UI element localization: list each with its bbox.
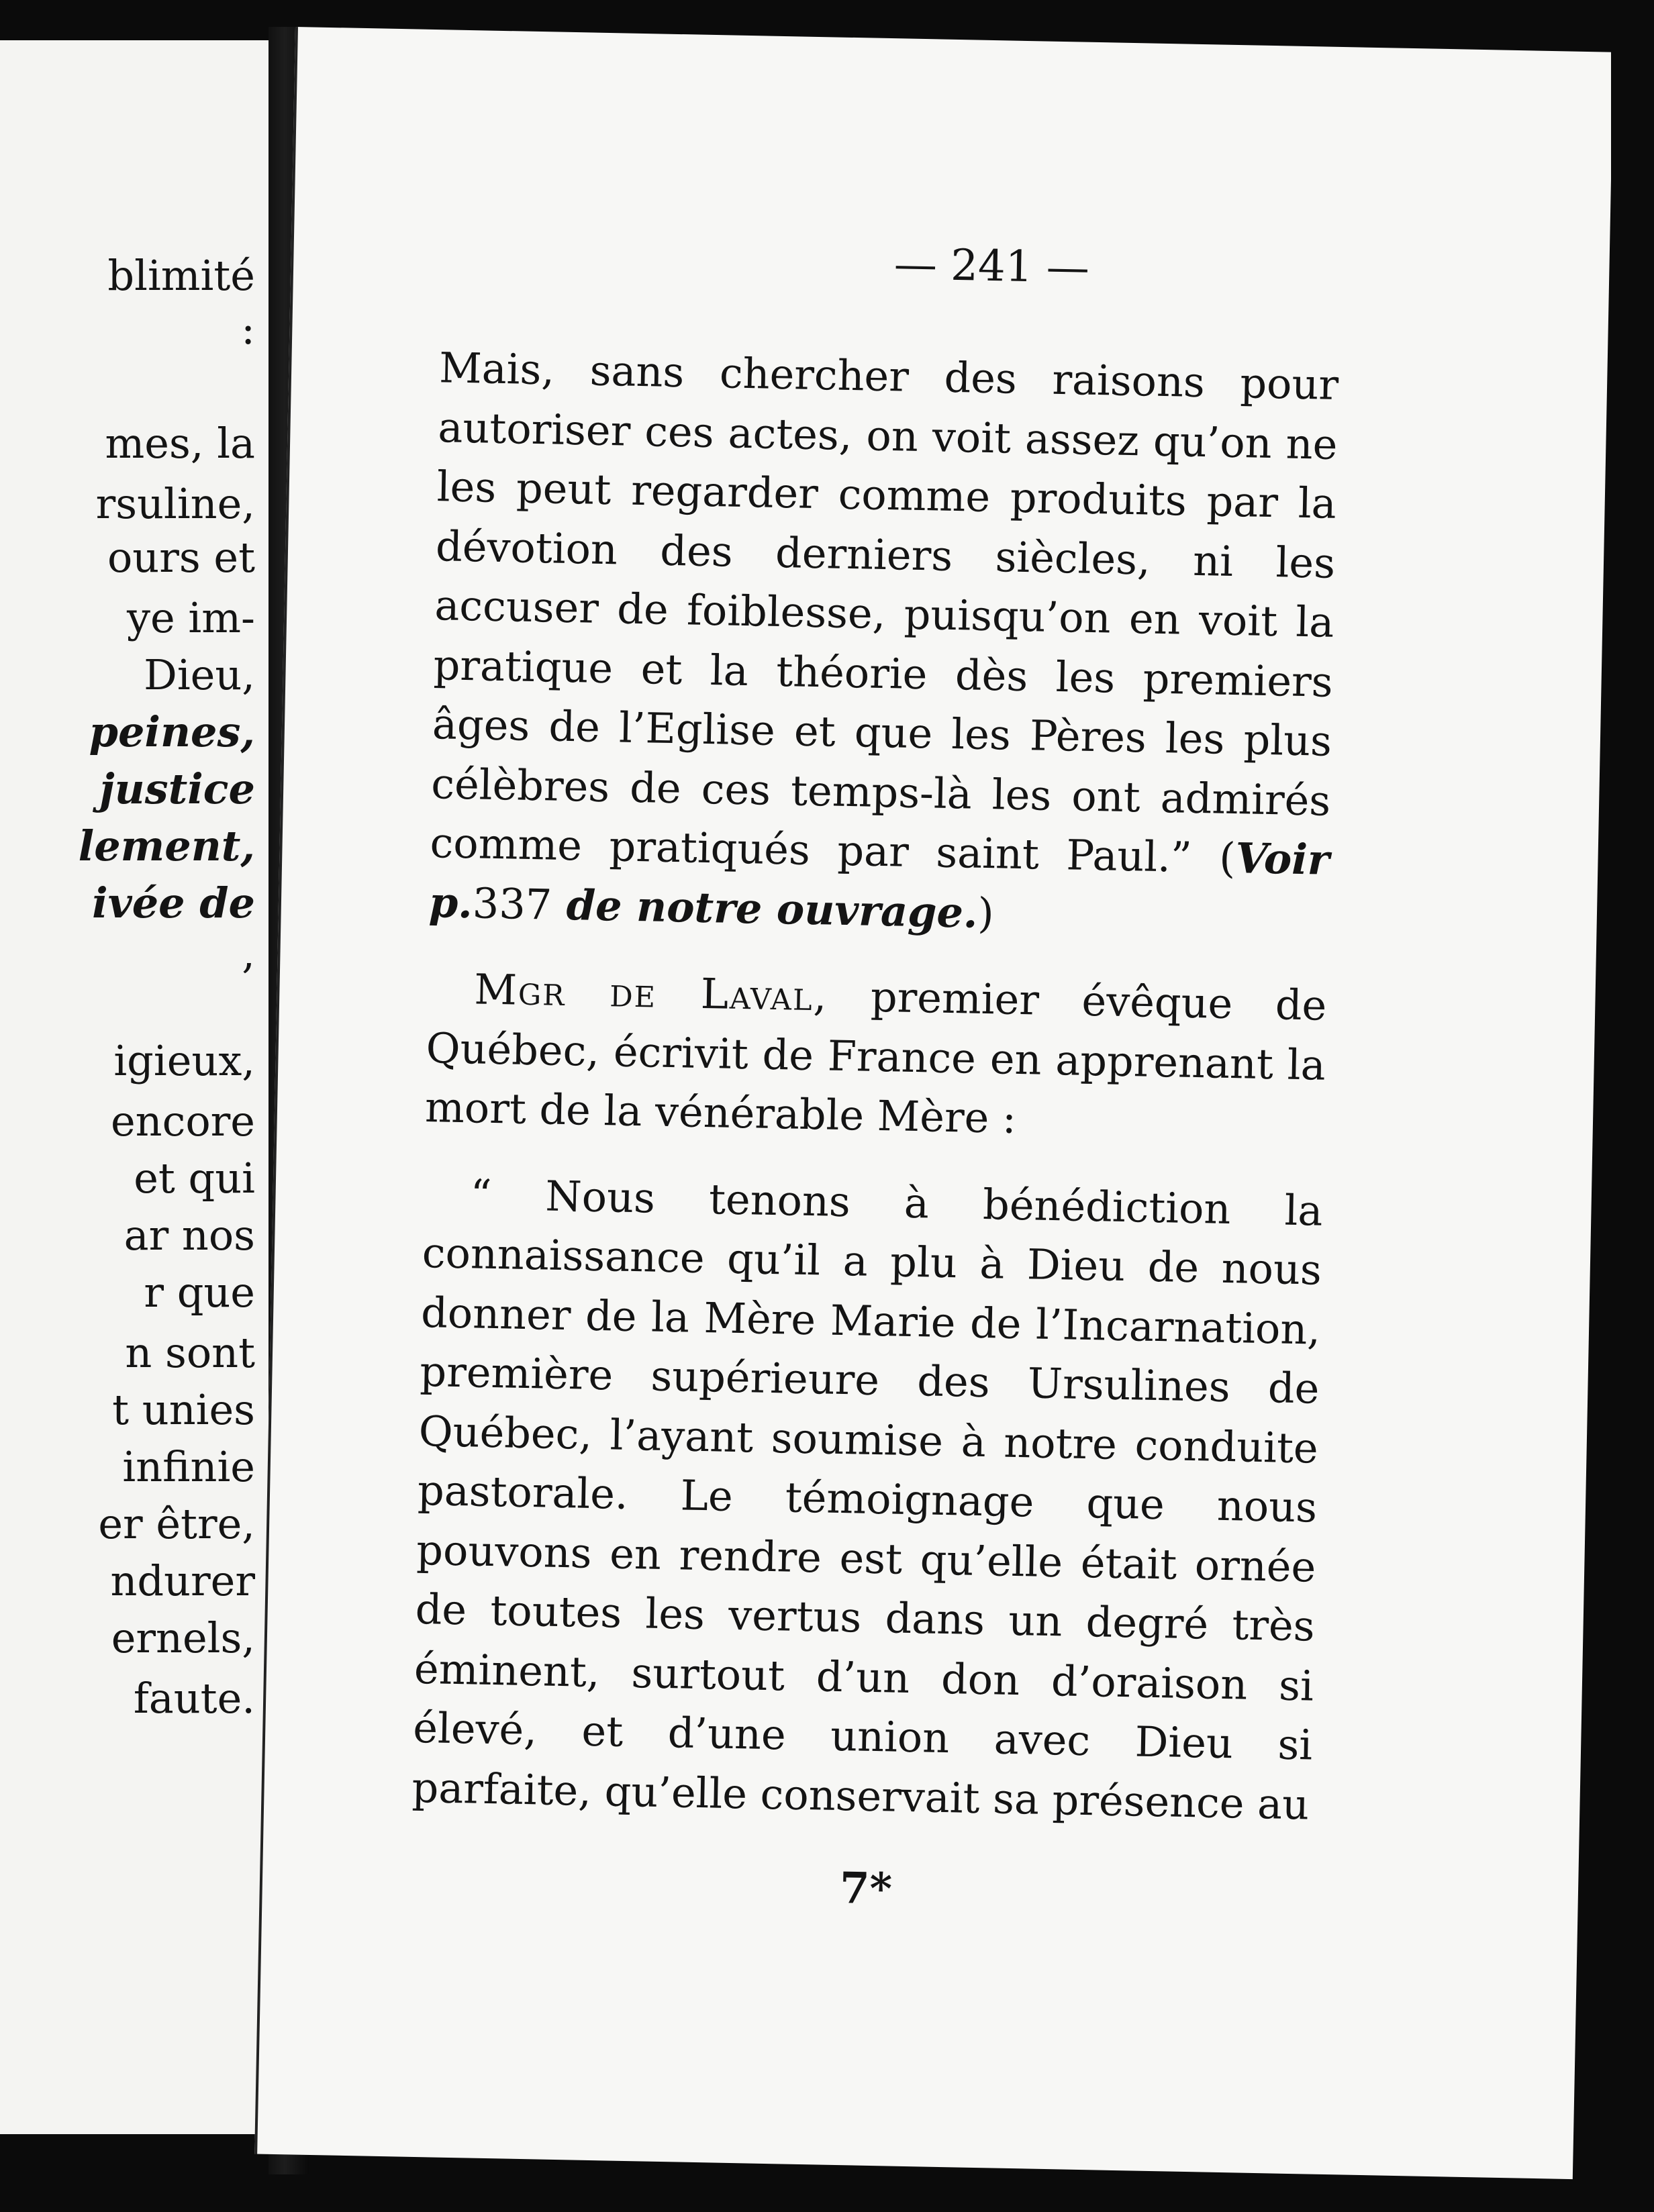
paragraph-1 <box>428 338 1339 950</box>
left-page-line: ivée de <box>92 878 255 927</box>
paragraph-3 <box>411 1164 1323 1834</box>
background-edge <box>1611 0 1654 2212</box>
left-page-line: ye im- <box>127 593 255 642</box>
page-number: — 241 — <box>893 240 1090 293</box>
left-page-line: rsuline, <box>95 479 255 528</box>
left-page-line: ernels, <box>111 1613 255 1662</box>
left-page-line: blimité <box>107 251 255 300</box>
left-page-line: peines, <box>89 707 255 756</box>
left-page-line: , <box>242 929 255 978</box>
left-page-line: ndurer <box>110 1556 255 1605</box>
left-page-line: er être, <box>98 1499 255 1548</box>
paragraph-1-text: Mais, sans chercher des raisons pour autoriser ces actes, on voit assez qu’on ne les peut regarder comme produits par la dévotion des derniers siècles, ni les accuser de foiblesse, puisqu’on en voit la pratique et la théorie dès les premiers âges de l’Eglise et que les Pères les plus célèbres de ces temps-là les ont admirés comme pratiqués par saint Paul.” ( <box>430 343 1339 883</box>
left-page-line: r que <box>144 1268 255 1317</box>
right-page <box>254 27 1613 2179</box>
reference-close: ) <box>977 888 995 938</box>
reference-suffix: de notre ouvrage. <box>551 880 979 938</box>
author-name: Mgr de Laval, <box>473 964 829 1021</box>
left-page-line: ours et <box>107 533 255 582</box>
left-page-line: encore <box>110 1097 255 1146</box>
left-page-line: infinie <box>122 1442 255 1491</box>
left-page-line: mes, la <box>105 419 255 468</box>
left-page <box>0 40 286 2134</box>
paragraph-3-text: “ Nous tenons à bénédiction la connaissance qu’il a plu à Dieu de nous donner de la Mère Marie de l’Incarnation, première supérieure des Ursulines de Québec, l’ayant soumise à notre conduite pastorale. Le témoignage que nous pouvons en rendre est qu’elle était ornée de toutes les vertus dans un degré très éminent, surtout d’un don d’oraison si élevé, et d’une union avec Dieu si parfaite, qu’elle conservait sa présence au <box>411 1169 1324 1829</box>
left-page-line: n sont <box>125 1328 255 1377</box>
reference-page-number: 337 <box>472 878 552 929</box>
left-page-line: : <box>241 305 255 354</box>
left-page-line: justice <box>99 764 255 813</box>
left-page-line: faute. <box>133 1674 255 1723</box>
reference-prefix: Voir p. <box>428 834 1330 927</box>
left-page-line: igieux, <box>113 1036 255 1085</box>
left-page-line: t unies <box>112 1385 255 1434</box>
page-body <box>411 338 1339 1834</box>
left-page-line: lement, <box>78 821 255 870</box>
paragraph-2 <box>424 959 1327 1154</box>
paragraph-2-text: premier évêque de Québec, écrivit de France en apprenant la mort de la vénérable Mère : <box>424 971 1327 1143</box>
left-page-line: et qui <box>134 1154 255 1203</box>
signature-mark: 7* <box>839 1863 893 1915</box>
left-page-line: Dieu, <box>144 650 255 699</box>
left-page-line: ar nos <box>124 1211 255 1260</box>
